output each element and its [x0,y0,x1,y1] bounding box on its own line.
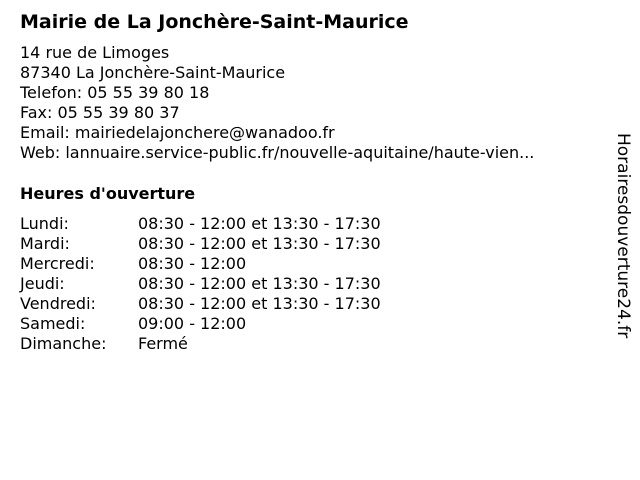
day-label: Jeudi: [20,274,65,293]
phone-number: Telefon: 05 55 39 80 18 [20,83,210,102]
day-label: Vendredi: [20,294,96,313]
day-label: Mercredi: [20,254,95,273]
website-url: Web: lannuaire.service-public.fr/nouvelle-aquitaine/haute-vien... [20,143,535,162]
time-value: 08:30 - 12:00 et 13:30 - 17:30 [138,274,381,293]
time-value: Fermé [138,334,188,353]
time-value: 08:30 - 12:00 [138,254,247,273]
day-label: Lundi: [20,214,69,233]
email-address: Email: mairiedelajonchere@wanadoo.fr [20,123,335,142]
address-street: 14 rue de Limoges [20,43,170,62]
site-brand-vertical: Horairesdouverture24.fr [613,133,633,339]
time-value: 09:00 - 12:00 [138,314,247,333]
address-city: 87340 La Jonchère-Saint-Maurice [20,63,286,82]
day-label: Dimanche: [20,334,107,353]
fax-number: Fax: 05 55 39 80 37 [20,103,180,122]
time-value: 08:30 - 12:00 et 13:30 - 17:30 [138,294,381,313]
day-label: Mardi: [20,234,70,253]
time-value: 08:30 - 12:00 et 13:30 - 17:30 [138,234,381,253]
contact-block [20,43,534,163]
time-value: 08:30 - 12:00 et 13:30 - 17:30 [138,214,381,233]
page-title: Mairie de La Jonchère-Saint-Maurice [20,11,409,33]
hours-heading: Heures d'ouverture [20,184,196,203]
day-label: Samedi: [20,314,86,333]
